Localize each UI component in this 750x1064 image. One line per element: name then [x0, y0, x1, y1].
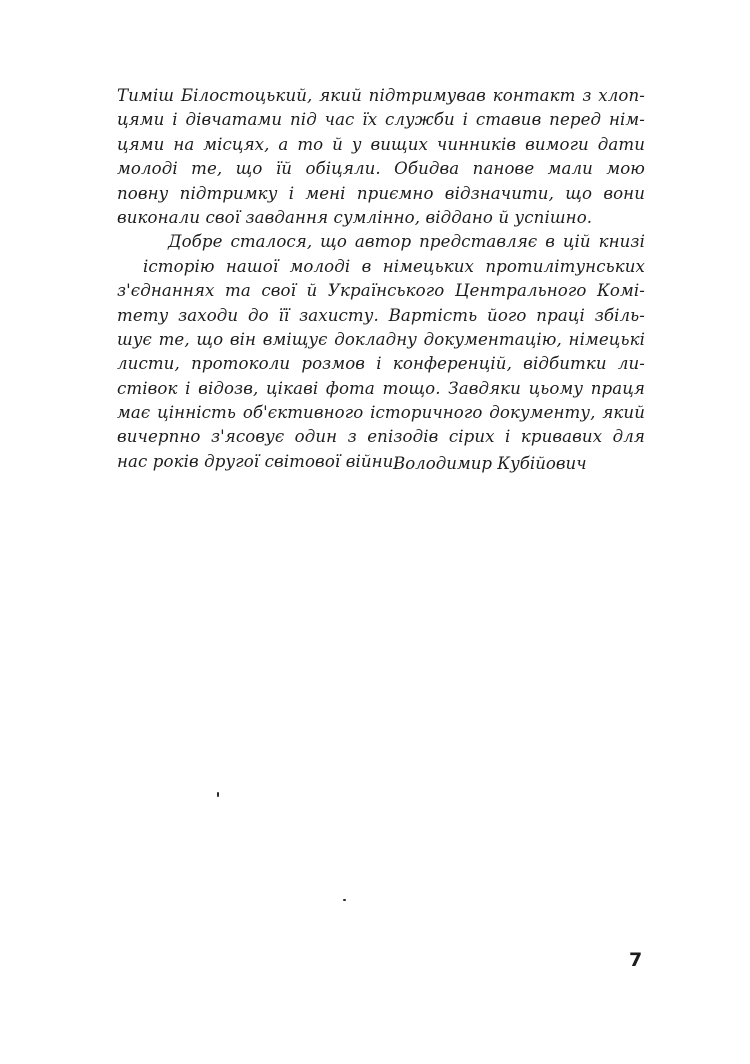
- paragraph-2: [117, 230, 645, 474]
- paragraph-1: [117, 84, 645, 230]
- text-line: має цінність об'єктивного історичного документу, який: [117, 403, 645, 423]
- text-line: Тиміш Білостоцький, який підтримував контакт з хлоп-: [117, 86, 645, 105]
- page-number: 7: [629, 949, 643, 971]
- text-line: історію нашої молоді в німецьких протилітунських: [143, 256, 645, 276]
- text-line: шує те, що він вміщує докладну документацію, німецькі: [117, 329, 645, 349]
- text-line: тету заходи до її захисту. Вартість його праці збіль-: [117, 305, 645, 325]
- author-signature: Володимир Кубійович: [393, 454, 587, 473]
- text-line: стівок і відозв, цікаві фота тощо. Завдяки цьому праця: [117, 378, 645, 398]
- print-speck: [217, 792, 219, 797]
- text-line: вичерпно з'ясовує один з епізодів сірих і кривавих для: [117, 427, 645, 447]
- text-line: цями на місцях, а то й у вищих чинників вимоги дати: [117, 134, 645, 154]
- text-line: листи, протоколи розмов і конференцій, відбитки ли-: [117, 354, 645, 374]
- text-line: Добре сталося, що автор представляє в цій книзі: [168, 232, 645, 252]
- text-line: нас років другої світової війни.: [117, 451, 399, 471]
- text-line: повну підтримку і мені приємно відзначити, що вони: [117, 183, 645, 203]
- text-line: з'єднаннях та свої й Українського Центрального Комі-: [117, 281, 645, 301]
- text-line: молоді те, що їй обіцяли. Обидва панове мали мою: [117, 159, 645, 179]
- body-text: [117, 84, 645, 474]
- print-speck: [343, 899, 346, 901]
- text-line: цями і дівчатами під час їх служби і ставив перед нім-: [117, 110, 645, 130]
- text-line: виконали свої завдання сумлінно, віддано й успішно.: [117, 207, 593, 227]
